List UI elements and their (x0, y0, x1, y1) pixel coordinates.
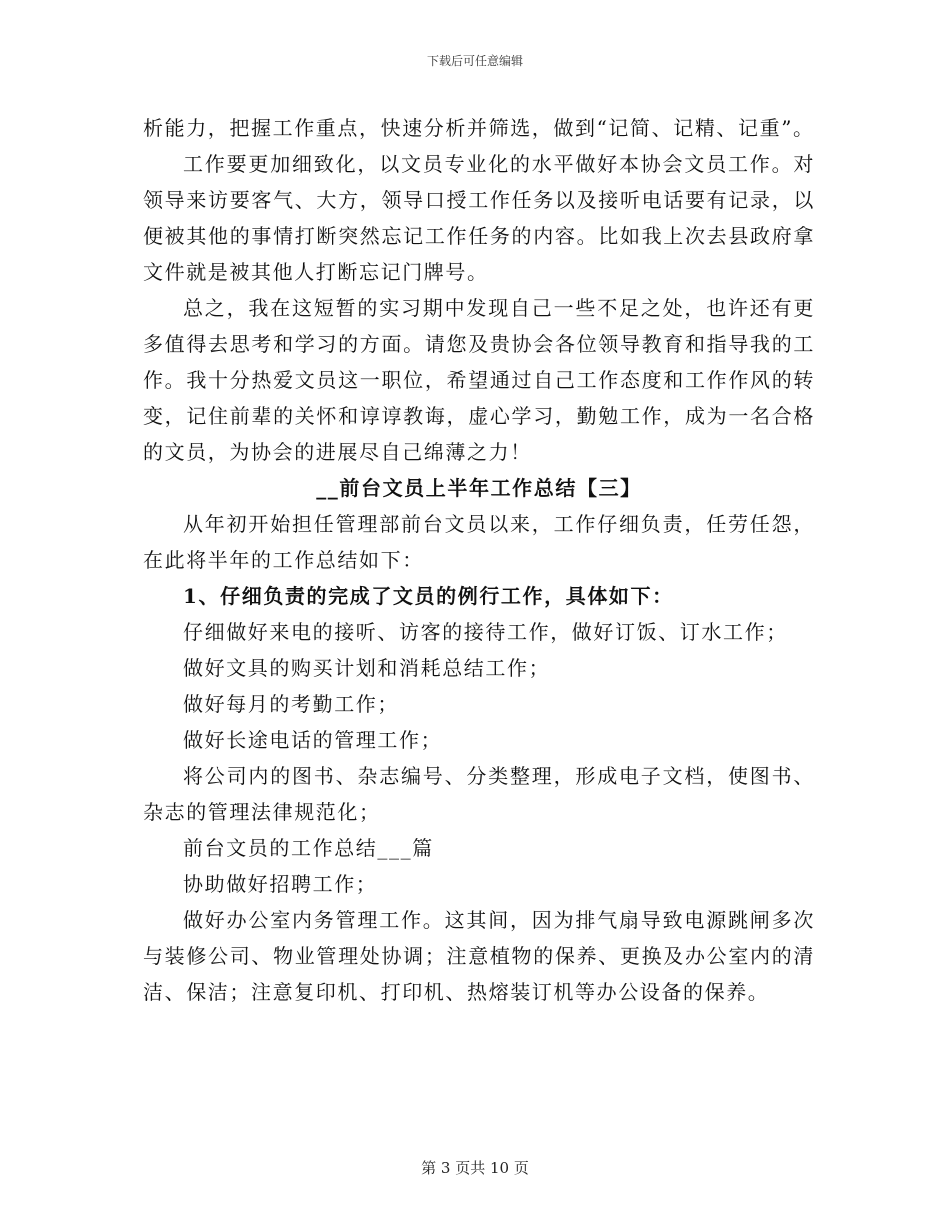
section-heading: __前台文员上半年工作总结【三】 (316, 476, 642, 500)
page-header: 下载后可任意编辑 (426, 54, 523, 68)
list-item-recruitment: 协助做好招聘工作； (183, 872, 378, 896)
paragraph-conclusion: 总之，我在这短暂的实习期中发现自己一些不足之处，也许还有更多值得去思考和学习的方面。请您及贵协会各位领导教育和指导我的工作。我十分热爱文员这一职位，希望通过自己工作态度和工作作风的转变，记住前辈的关怀和谆谆教诲，虚心学习，勤勉工作，成为一名合格的文员，为协会的进展尽自己绵薄之力！ (143, 296, 815, 464)
paragraph-work-detail: 工作要更加细致化，以文员专业化的水平做好本协会文员工作。对领导来访要客气、大方，领导口授工作任务以及接听电话要有记录，以便被其他的事情打断突然忘记工作任务的内容。比如我上次去县政府拿文件就是被其他人打断忘记门牌号。 (143, 152, 815, 284)
list-item-attendance: 做好每月的考勤工作； (183, 692, 399, 716)
list-item-library: 将公司内的图书、杂志编号、分类整理，形成电子文档，使图书、杂志的管理法律规范化； (143, 764, 815, 824)
paragraph-continuation: 析能力，把握工作重点，快速分析并筛选，做到“记简、记精、记重”。 (143, 116, 815, 140)
list-item-phone-visitors: 仔细做好来电的接听、访客的接待工作，做好订饭、订水工作； (183, 620, 788, 644)
page-number: 第 3 页共 10 页 (421, 1159, 529, 1177)
paragraph-intro: 从年初开始担任管理部前台文员以来，工作仔细负责，任劳任怨，在此将半年的工作总结如下： (143, 512, 815, 572)
subheading-routine-work: 1、仔细负责的完成了文员的例行工作，具体如下： (183, 584, 674, 608)
list-item-long-distance: 做好长途电话的管理工作； (183, 728, 443, 752)
list-item-office-management: 做好办公室内务管理工作。这其间，因为排气扇导致电源跳闸多次与装修公司、物业管理处协调；注意植物的保养、更换及办公室内的清洁、保洁；注意复印机、打印机、热熔装订机等办公设备的保养。 (143, 908, 815, 1004)
list-item-stationery: 做好文具的购买计划和消耗总结工作； (183, 656, 551, 680)
list-item-summary-note: 前台文员的工作总结___篇 (183, 836, 434, 860)
document-body (143, 110, 815, 1010)
